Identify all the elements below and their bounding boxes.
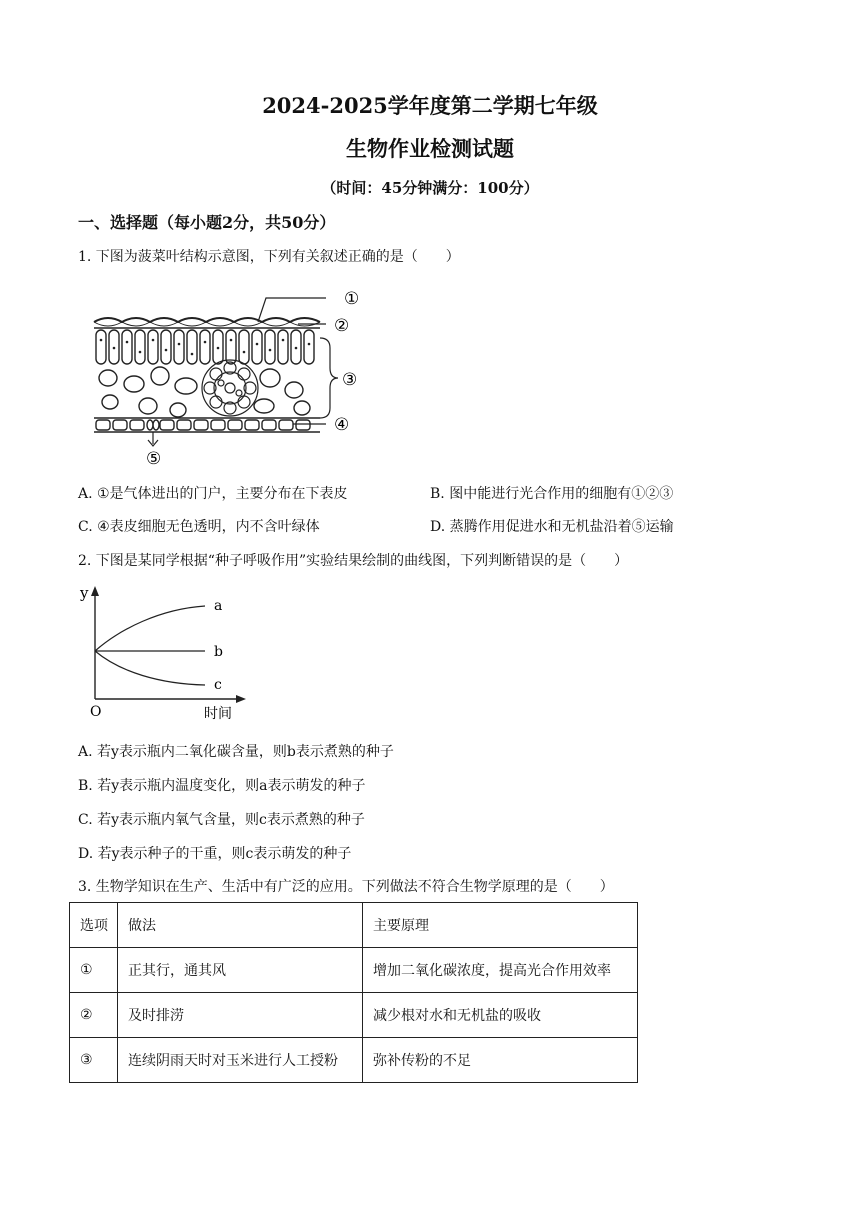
row-option: ③	[70, 1038, 118, 1083]
question-3-stem: 3. 生物学知识在生产、生活中有广泛的应用。下列做法不符合生物学原理的是（ ）	[78, 879, 614, 895]
x-axis-arrow	[236, 695, 246, 703]
row-principle: 弥补传粉的不足	[363, 1038, 638, 1083]
q3-table	[69, 902, 638, 1083]
row-option: ②	[70, 993, 118, 1038]
row-method: 正其行，通其风	[118, 948, 363, 993]
label-4: ④	[334, 415, 350, 435]
upper-epidermis	[94, 318, 320, 328]
table-row	[70, 993, 638, 1038]
q1-option-b: B. 图中能进行光合作用的细胞有①②③	[430, 486, 674, 502]
q2-option-a: A. 若y表示瓶内二氧化碳含量，则b表示煮熟的种子	[78, 744, 394, 760]
exam-time-info: （时间：45分钟满分：100分）	[321, 179, 539, 197]
section-title: 一、选择题（每小题2分，共50分）	[78, 213, 336, 232]
q2-option-c: C. 若y表示瓶内氧气含量，则c表示煮熟的种子	[78, 812, 365, 828]
label-1: ①	[344, 289, 360, 309]
lower-epidermis	[94, 418, 320, 432]
table-header-row	[70, 903, 638, 948]
header-cell-method: 做法	[118, 903, 363, 948]
series-b-label: b	[214, 644, 223, 660]
x-axis-label: 时间	[204, 706, 232, 722]
series-a-label: a	[214, 598, 223, 614]
table-row	[70, 1038, 638, 1083]
respiration-curve-chart	[80, 584, 250, 724]
series-c-label: c	[214, 677, 222, 693]
row-method: 及时排涝	[118, 993, 363, 1038]
row-principle: 减少根对水和无机盐的吸收	[363, 993, 638, 1038]
row-method: 连续阴雨天时对玉米进行人工授粉	[118, 1038, 363, 1083]
question-2-stem: 2. 下图是某同学根据“种子呼吸作用”实验结果绘制的曲线图，下列判断错误的是（ ）	[78, 553, 629, 569]
question-1-stem: 1. 下图为菠菜叶结构示意图，下列有关叙述正确的是（ ）	[78, 249, 460, 265]
q2-option-b: B. 若y表示瓶内温度变化，则a表示萌发的种子	[78, 778, 366, 794]
q1-option-d: D. 蒸腾作用促进水和无机盐沿着⑤运输	[430, 519, 674, 535]
spongy-layer	[99, 367, 310, 417]
palisade-layer	[96, 330, 314, 364]
header-cell-option: 选项	[70, 903, 118, 948]
row-principle: 增加二氧化碳浓度，提高光合作用效率	[363, 948, 638, 993]
leaf-vein	[202, 360, 258, 416]
table-row	[70, 948, 638, 993]
y-axis-arrow	[91, 586, 99, 596]
row-option: ①	[70, 948, 118, 993]
series-c-line	[95, 651, 205, 685]
q1-option-c: C. ④表皮细胞无色透明，内不含叶绿体	[78, 519, 320, 535]
series-a-line	[95, 606, 205, 651]
label-2: ②	[334, 316, 350, 336]
origin-label: O	[90, 704, 102, 720]
exam-title-subject: 生物作业检测试题	[346, 136, 514, 161]
header-cell-principle: 主要原理	[363, 903, 638, 948]
q2-option-d: D. 若y表示种子的干重，则c表示萌发的种子	[78, 846, 352, 862]
label-5: ⑤	[146, 449, 162, 469]
exam-title-year: 2024-2025学年度第二学期七年级	[262, 93, 598, 118]
y-axis-label: y	[80, 584, 89, 602]
leaf-structure-diagram	[88, 282, 378, 470]
label-3: ③	[342, 370, 358, 390]
q1-option-a: A. ①是气体进出的门户，主要分布在下表皮	[78, 486, 348, 502]
